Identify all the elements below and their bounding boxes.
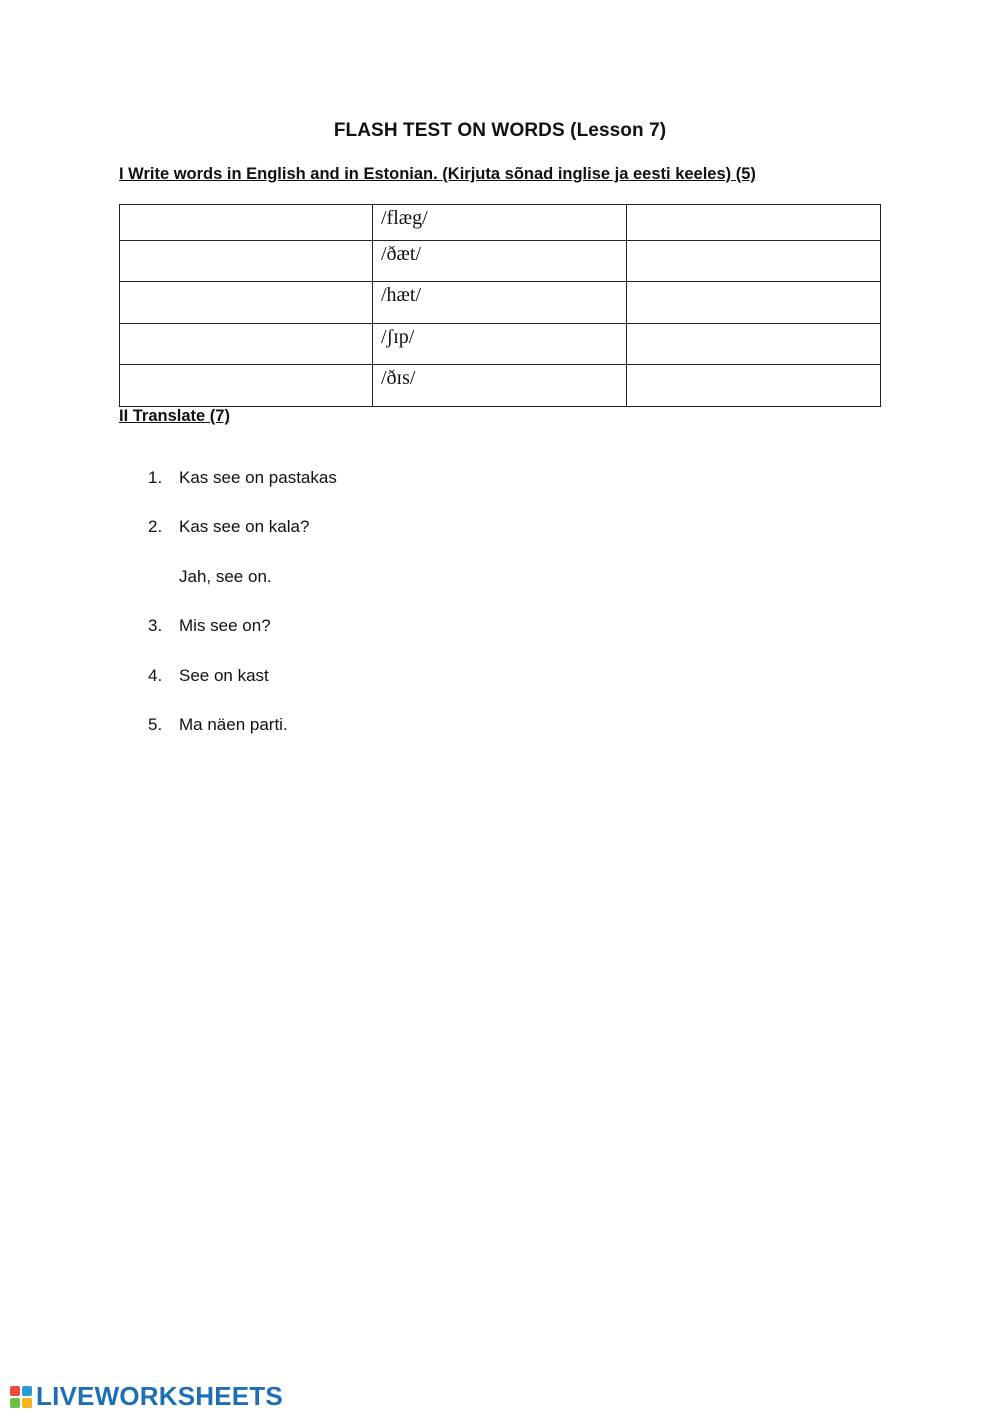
item-number: 4. (148, 665, 163, 685)
item-text: Ma näen parti. (179, 714, 288, 734)
translate-list (148, 468, 337, 764)
item-text: See on kast (179, 665, 269, 685)
estonian-answer-cell[interactable] (627, 324, 881, 365)
list-item (148, 666, 337, 715)
list-item (148, 715, 337, 764)
logo-block (10, 1386, 20, 1396)
list-item (148, 468, 337, 517)
logo-text: LIVEWORKSHEETS (36, 1381, 283, 1411)
logo-block (10, 1398, 20, 1408)
phonetic-cell: /ʃɪp/ (373, 324, 627, 365)
estonian-answer-cell[interactable] (627, 205, 881, 241)
english-answer-cell[interactable] (120, 324, 373, 365)
table-row (120, 205, 881, 241)
item-text: Mis see on? (179, 616, 271, 636)
item-number: 1. (148, 468, 163, 487)
liveworksheets-blocks-icon (10, 1386, 32, 1408)
phonetic-word-table (119, 204, 881, 407)
estonian-answer-cell[interactable] (627, 282, 881, 324)
table-row (120, 241, 881, 282)
logo-block (22, 1398, 32, 1408)
list-item (148, 616, 337, 665)
phonetic-cell: /hæt/ (373, 282, 627, 324)
estonian-answer-cell[interactable] (627, 241, 881, 282)
item-number: 3. (148, 616, 163, 636)
table-row (120, 282, 881, 324)
item-number: 5. (148, 714, 163, 734)
phonetic-cell: /ðɪs/ (373, 365, 627, 407)
list-item (148, 567, 337, 616)
page-title: FLASH TEST ON WORDS (Lesson 7) (333, 120, 667, 141)
item-text: Kas see on pastakas (179, 468, 337, 487)
list-item (148, 517, 337, 566)
item-text: Kas see on kala? (179, 517, 310, 537)
english-answer-cell[interactable] (120, 241, 373, 282)
table-row (120, 365, 881, 407)
item-text: Jah, see on. (179, 566, 272, 586)
section1-heading: I Write words in English and in Estonian. (Kirjuta sõnad inglise ja eesti keeles) (5) (119, 165, 756, 183)
phonetic-cell: /flæg/ (373, 205, 627, 241)
liveworksheets-logo[interactable] (10, 1381, 283, 1412)
section2-heading: II Translate (7) (119, 407, 230, 425)
table-row (120, 324, 881, 365)
english-answer-cell[interactable] (120, 365, 373, 407)
english-answer-cell[interactable] (120, 282, 373, 324)
logo-block (22, 1386, 32, 1396)
phonetic-cell: /ðæt/ (373, 241, 627, 282)
item-number: 2. (148, 517, 163, 537)
english-answer-cell[interactable] (120, 205, 373, 241)
estonian-answer-cell[interactable] (627, 365, 881, 407)
